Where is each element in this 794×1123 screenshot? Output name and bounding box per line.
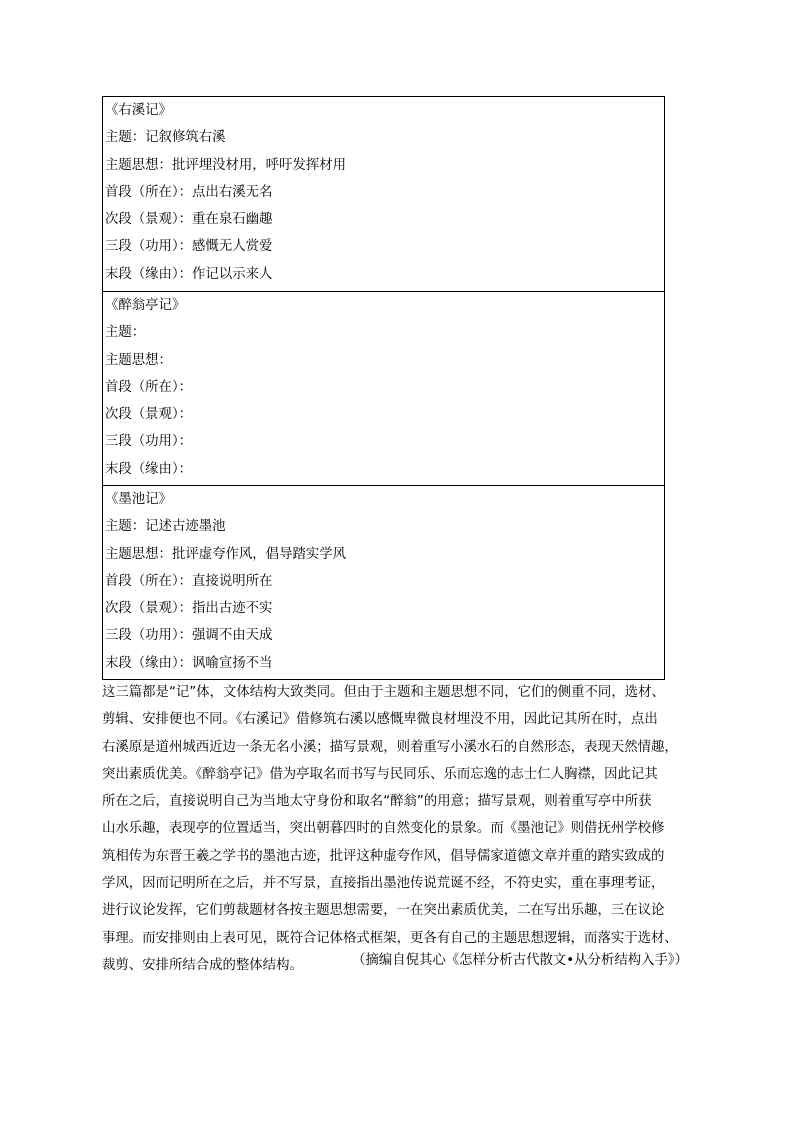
table-section-zuiwengtingji — [103, 291, 664, 485]
paragraph-line: 剪辑、安排便也不同。《右溪记》借修筑右溪以感慨卑微良材埋没不用，因此记其所在时，点出 — [102, 712, 658, 728]
table-section-youxiji — [103, 97, 664, 291]
section-para3: 三段（功用）：感慨无人赏爱 — [105, 239, 273, 255]
section-theme: 主题：记叙修筑右溪 — [105, 130, 226, 146]
paragraph-line: 右溪原是道州城西近边一条无名小溪；描写景观，则着重写小溪水石的自然形态，表现天然情趣， — [102, 739, 678, 755]
paragraph-line: 这三篇都是“记”体，文体结构大致类同。但由于主题和主题思想不同，它们的侧重不同，选材、 — [102, 685, 665, 700]
paragraph-line: 进行议论发挥，它们剪裁题材各按主题思想需要，一在突出素质优美，二在写出乐趣，三在议论 — [102, 903, 665, 919]
section-para2: 次段（景观）：指出古迹不实 — [105, 601, 273, 617]
section-theme-idea: 主题思想：批评埋没材用，呼吁发挥材用 — [105, 157, 347, 173]
paragraph-line: 筑相传为东晋王羲之学书的墨池古迹，批评这种虚夸作风，倡导儒家道德文章并重的踏实致成的 — [102, 848, 665, 864]
source-citation: （摘编自倪其心《怎样分析古代散文•从分析结构入手》） — [352, 953, 688, 968]
section-theme: 主题：记述古迹墨池 — [105, 519, 226, 535]
section-theme: 主题： — [105, 325, 146, 341]
section-title: 《墨池记》 — [105, 492, 172, 507]
section-title: 《右溪记》 — [105, 103, 172, 118]
section-para2: 次段（景观）：重在泉石幽趣 — [105, 212, 273, 228]
section-para3: 三段（功用）：强调不由天成 — [105, 628, 273, 644]
section-title: 《醉翁亭记》 — [105, 298, 186, 313]
section-para4: 末段（缘由）： — [105, 461, 193, 477]
analysis-paragraph — [102, 679, 694, 979]
paragraph-line: 学风，因而记明所在之后，并不写景，直接指出墨池传说荒诞不经，不符史实，重在事理考证， — [102, 876, 665, 892]
paragraph-line: 所在之后，直接说明自己为当地太守身份和取名“醉翁”的用意；描写景观，则着重写亭中所获 — [102, 794, 652, 810]
section-para1: 首段（所在）：点出右溪无名 — [105, 184, 273, 200]
paragraph-line: 裁剪、安排所结合成的整体结构。 — [102, 957, 303, 973]
section-para1: 首段（所在）：直接说明所在 — [105, 573, 273, 589]
comparison-table — [102, 96, 665, 680]
section-theme-idea: 主题思想： — [105, 352, 172, 368]
table-section-mochiji — [103, 485, 664, 679]
paragraph-line: 突出素质优美。《醉翁亭记》借为亭取名而书写与民同乐、乐而忘逸的志士仁人胸襟，因此记其 — [102, 766, 658, 782]
paragraph-line: 事理。而安排则由上表可见，既符合记体格式框架，更各有自己的主题思想逻辑，而落实于选材、 — [102, 930, 678, 946]
section-para4: 末段（缘由）：讽喻宣扬不当 — [105, 655, 273, 671]
paragraph-line: 山水乐趣，表现亭的位置适当，突出朝暮四时的自然变化的景象。而《墨池记》则借抚州学校修 — [102, 821, 665, 837]
section-para2: 次段（景观）： — [105, 407, 193, 423]
section-para4: 末段（缘由）：作记以示来人 — [105, 266, 273, 282]
section-para1: 首段（所在）： — [105, 379, 193, 395]
section-theme-idea: 主题思想：批评虚夸作风，倡导踏实学风 — [105, 546, 347, 562]
section-para3: 三段（功用）： — [105, 434, 193, 450]
